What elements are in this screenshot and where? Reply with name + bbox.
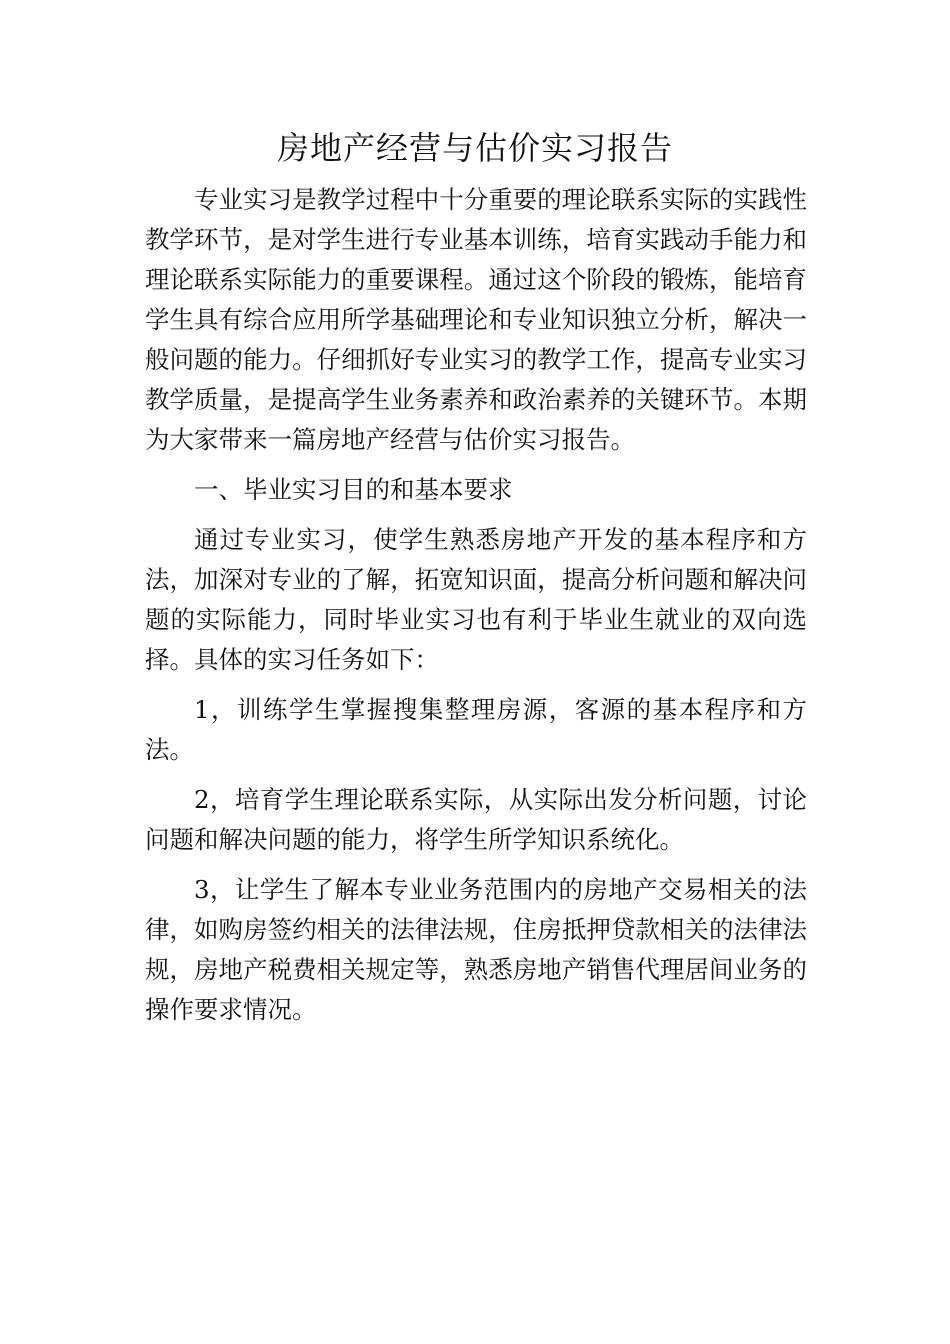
list-item-3: 3，让学生了解本专业业务范围内的房地产交易相关的法律，如购房签约相关的法律法规，住房抵押贷款相关的法律法规，房地产税费相关规定等，熟悉房地产销售代理居间业务的操作要求情况。: [145, 875, 807, 1024]
paragraph-intro: 专业实习是教学过程中十分重要的理论联系实际的实践性教学环节，是对学生进行专业基本训练，培育实践动手能力和理论联系实际能力的重要课程。通过这个阶段的锻炼，能培育学生具有综合应用所学基础理论和专业知识独立分析，解决一般问题的能力。仔细抓好专业实习的教学工作，提高专业实习教学质量，是提高学生业务素养和政治素养的关键环节。本期为大家带来一篇房地产经营与估价实习报告。: [145, 185, 807, 454]
document-title: 房地产经营与估价实习报告: [276, 129, 673, 167]
list-item-1: 1，训练学生掌握搜集整理房源，客源的基本程序和方法。: [145, 695, 807, 764]
list-item-2: 2，培育学生理论联系实际，从实际出发分析问题，讨论问题和解决问题的能力，将学生所学知识系统化。: [145, 785, 807, 854]
paragraph-purpose: 通过专业实习，使学生熟悉房地产开发的基本程序和方法，加深对专业的了解，拓宽知识面，提高分析问题和解决问题的实际能力，同时毕业实习也有利于毕业生就业的双向选择。具体的实习任务如下：: [145, 525, 807, 674]
section-heading: 一、毕业实习目的和基本要求: [194, 475, 513, 504]
document-body: [145, 180, 807, 1040]
